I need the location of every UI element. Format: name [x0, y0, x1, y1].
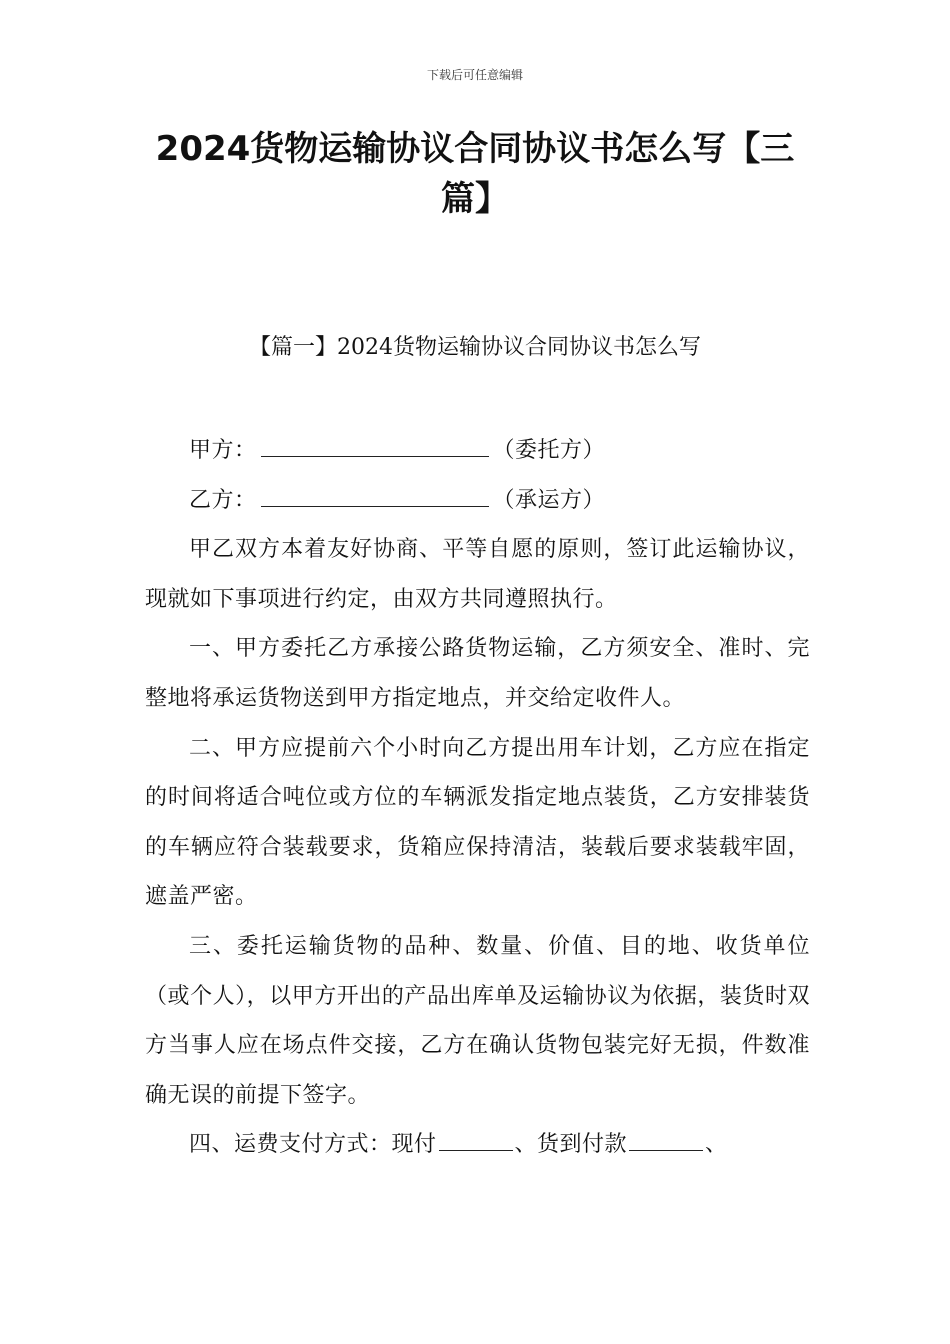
intro-paragraph: 甲乙双方本着友好协商、平等自愿的原则，签订此运输协议，现就如下事项进行约定，由双方共同遵照执行。 — [145, 537, 810, 612]
clause-4-paragraph — [145, 1120, 810, 1170]
clause-4-prefix: 四、运费支付方式：现付 — [189, 1132, 437, 1158]
document-body — [145, 426, 810, 1170]
section-heading: 【篇一】2024货物运输协议合同协议书怎么写 — [249, 335, 701, 360]
party-b-blank — [261, 480, 489, 507]
party-a-line — [145, 426, 810, 476]
party-b-line — [145, 476, 810, 526]
party-b-label: 乙方： — [189, 487, 257, 513]
clause-4-suffix: 、 — [705, 1132, 728, 1158]
header-note: 下载后可任意编辑 — [426, 68, 523, 82]
document-title: 2024货物运输协议合同协议书怎么写【三篇】 — [155, 129, 795, 219]
cod-payment-blank — [629, 1124, 703, 1151]
party-a-blank — [261, 430, 489, 457]
clause-1-paragraph: 一、甲方委托乙方承接公路货物运输，乙方须安全、准时、完整地将承运货物送到甲方指定地点，并交给定收件人。 — [145, 636, 810, 711]
cash-payment-blank — [439, 1124, 513, 1151]
party-a-label: 甲方： — [189, 438, 257, 463]
clause-3-paragraph: 三、委托运输货物的品种、数量、价值、目的地、收货单位（或个人），以甲方开出的产品出库单及运输协议为依据，装货时双方当事人应在场点件交接，乙方在确认货物包装完好无损，件数准确无误的前提下签字。 — [145, 933, 810, 1108]
clause-4-middle: 、货到付款 — [514, 1132, 628, 1158]
party-a-role: （委托方） — [492, 438, 606, 463]
party-b-role: （承运方） — [492, 487, 606, 513]
clause-2-paragraph: 二、甲方应提前六个小时向乙方提出用车计划，乙方应在指定的时间将适合吨位或方位的车辆派发指定地点装货，乙方安排装货的车辆应符合装载要求，货箱应保持清洁，装载后要求装载牢固，遮盖严密。 — [145, 735, 810, 910]
